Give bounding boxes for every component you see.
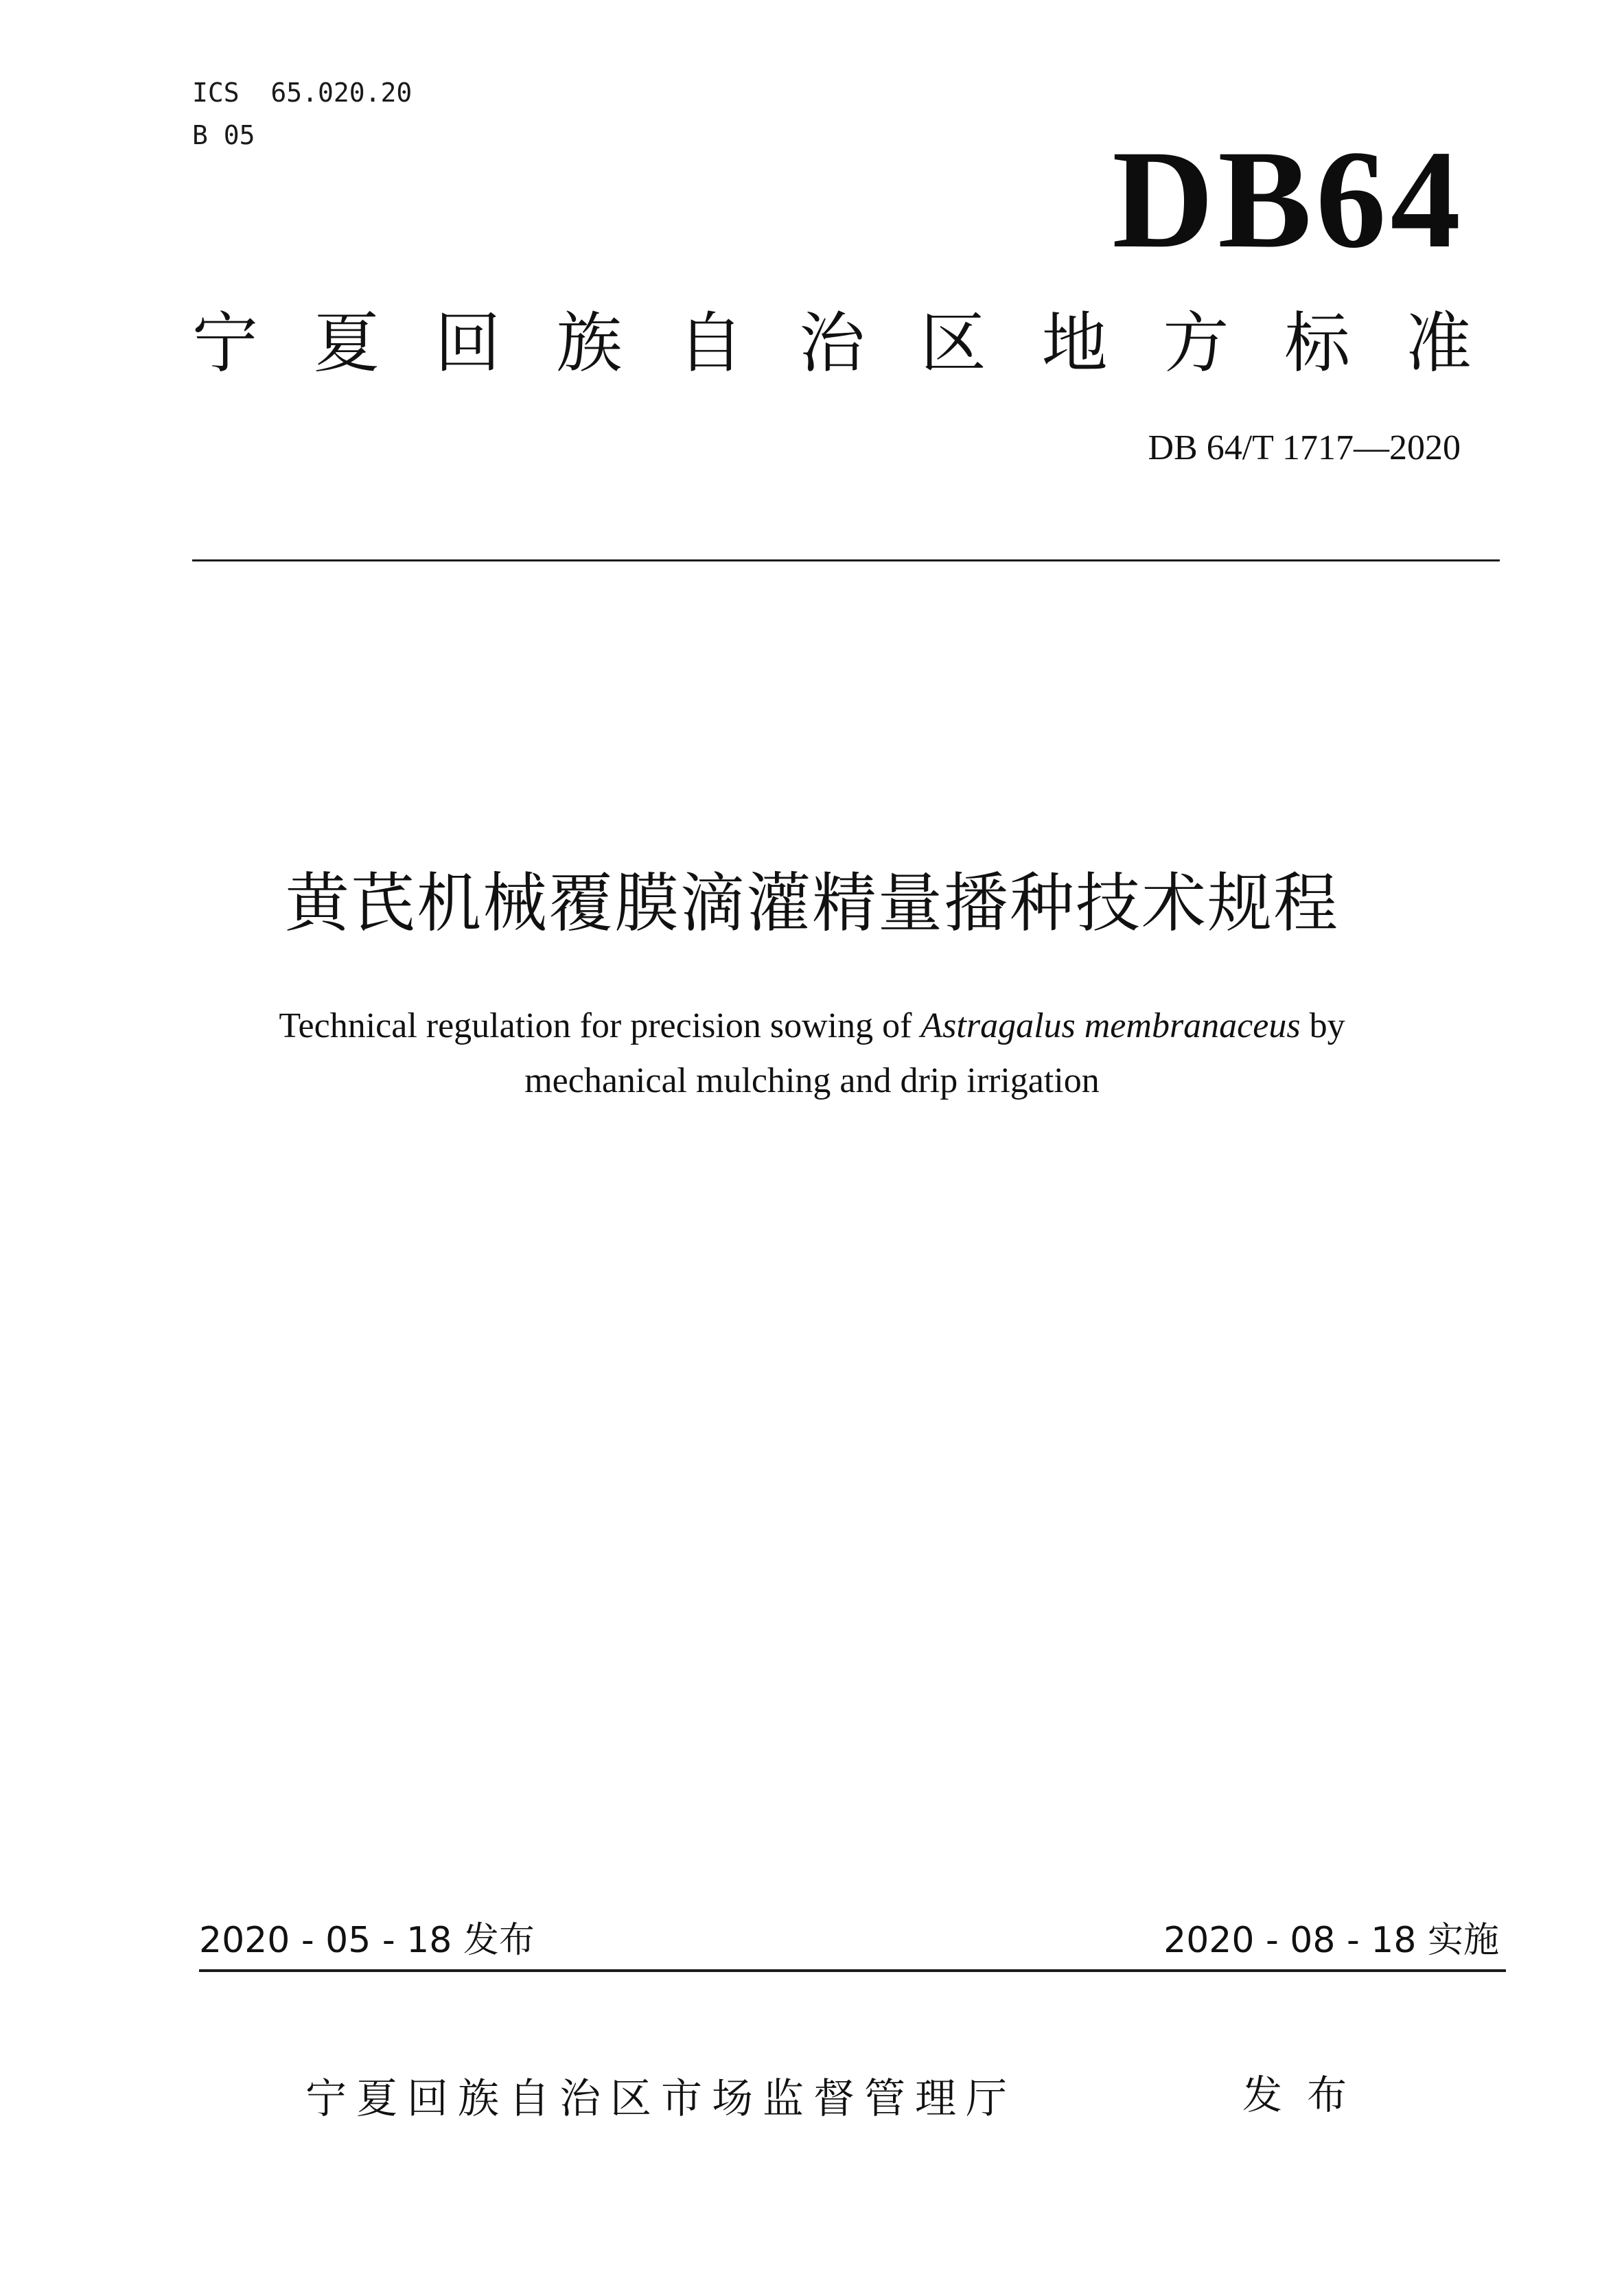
english-title-species: Astragalus membranaceus: [920, 1006, 1301, 1045]
standard-type-char: 宁: [192, 305, 258, 382]
standard-number: DB 64/T 1717—2020: [1148, 428, 1461, 467]
standard-type-char: 治: [798, 305, 865, 382]
english-title-suffix: by: [1300, 1006, 1345, 1045]
english-title-line-2: mechanical mulching and drip irrigation: [524, 1061, 1100, 1100]
english-title-line-1: [0, 999, 1624, 1054]
issue-date: 2020 - 05 - 18 发布: [199, 1920, 535, 1961]
standard-logo: DB64: [1112, 121, 1465, 277]
standard-type-char: 自: [677, 305, 744, 382]
publisher-name: 宁夏回族自治区市场监督管理厅: [305, 2075, 1017, 2123]
document-title-chinese: 黄芪机械覆膜滴灌精量播种技术规程: [284, 866, 1339, 941]
publish-label: 发布: [1242, 2072, 1372, 2118]
standard-type-char: 方: [1163, 305, 1229, 382]
standard-type-char: 标: [1284, 305, 1351, 382]
standard-type-char: 区: [920, 305, 986, 382]
implementation-date: 2020 - 08 - 18 实施: [1163, 1920, 1499, 1961]
standard-type-char: 准: [1405, 305, 1472, 382]
ccs-code: B 05: [192, 120, 255, 150]
standard-type-heading: [192, 302, 1472, 384]
ics-code: ICS 65.020.20: [192, 78, 413, 108]
standard-type-char: 族: [556, 305, 623, 382]
standard-type-char: 夏: [313, 305, 380, 382]
header-divider: [192, 559, 1500, 561]
footer-divider: [199, 1969, 1506, 1972]
standard-type-char: 回: [434, 305, 501, 382]
classification-codes: [192, 71, 412, 156]
english-title-prefix: Technical regulation for precision sowing of: [279, 1006, 921, 1045]
standard-type-char: 地: [1041, 305, 1108, 382]
document-title-english: [0, 999, 1624, 1109]
